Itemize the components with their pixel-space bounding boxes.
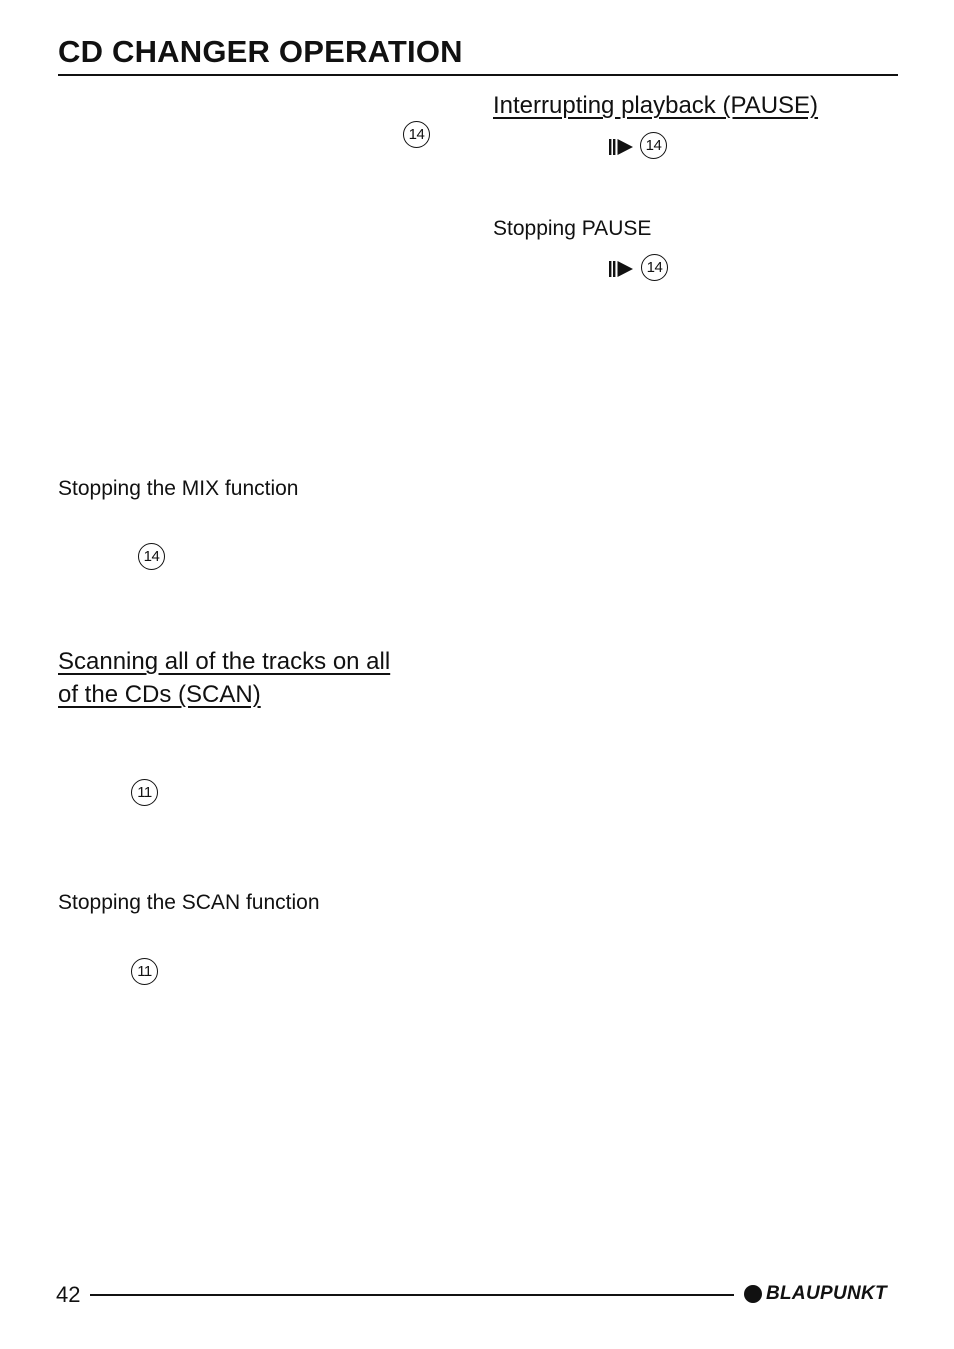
title-divider xyxy=(58,74,898,76)
button-reference-14: 14 xyxy=(640,132,667,159)
brand-logo xyxy=(744,1284,887,1304)
page-number: 42 xyxy=(56,1282,81,1307)
brand-dot-icon xyxy=(744,1285,762,1303)
page-title: CD CHANGER OPERATION xyxy=(58,34,463,69)
button-reference-11: 11 xyxy=(131,958,158,985)
stop-scan-heading: Stopping the SCAN function xyxy=(58,891,320,914)
footer-divider xyxy=(90,1294,734,1296)
stop-mix-heading: Stopping the MIX function xyxy=(58,477,299,500)
button-reference-11: 11 xyxy=(131,779,158,806)
scan-heading-line-2: of the CDs (SCAN) xyxy=(58,681,261,708)
play-pause-icon xyxy=(609,260,635,278)
stop-pause-heading: Stopping PAUSE xyxy=(493,217,652,240)
pause-heading: Interrupting playback (PAUSE) xyxy=(493,92,819,119)
scan-heading-line-1: Scanning all of the tracks on all xyxy=(58,648,391,675)
button-reference-14: 14 xyxy=(403,121,430,148)
brand-name: BLAUPUNKT xyxy=(766,1283,887,1304)
play-pause-icon xyxy=(609,138,635,156)
scan-heading xyxy=(58,645,390,711)
button-reference-14: 14 xyxy=(138,543,165,570)
button-reference-14: 14 xyxy=(641,254,668,281)
